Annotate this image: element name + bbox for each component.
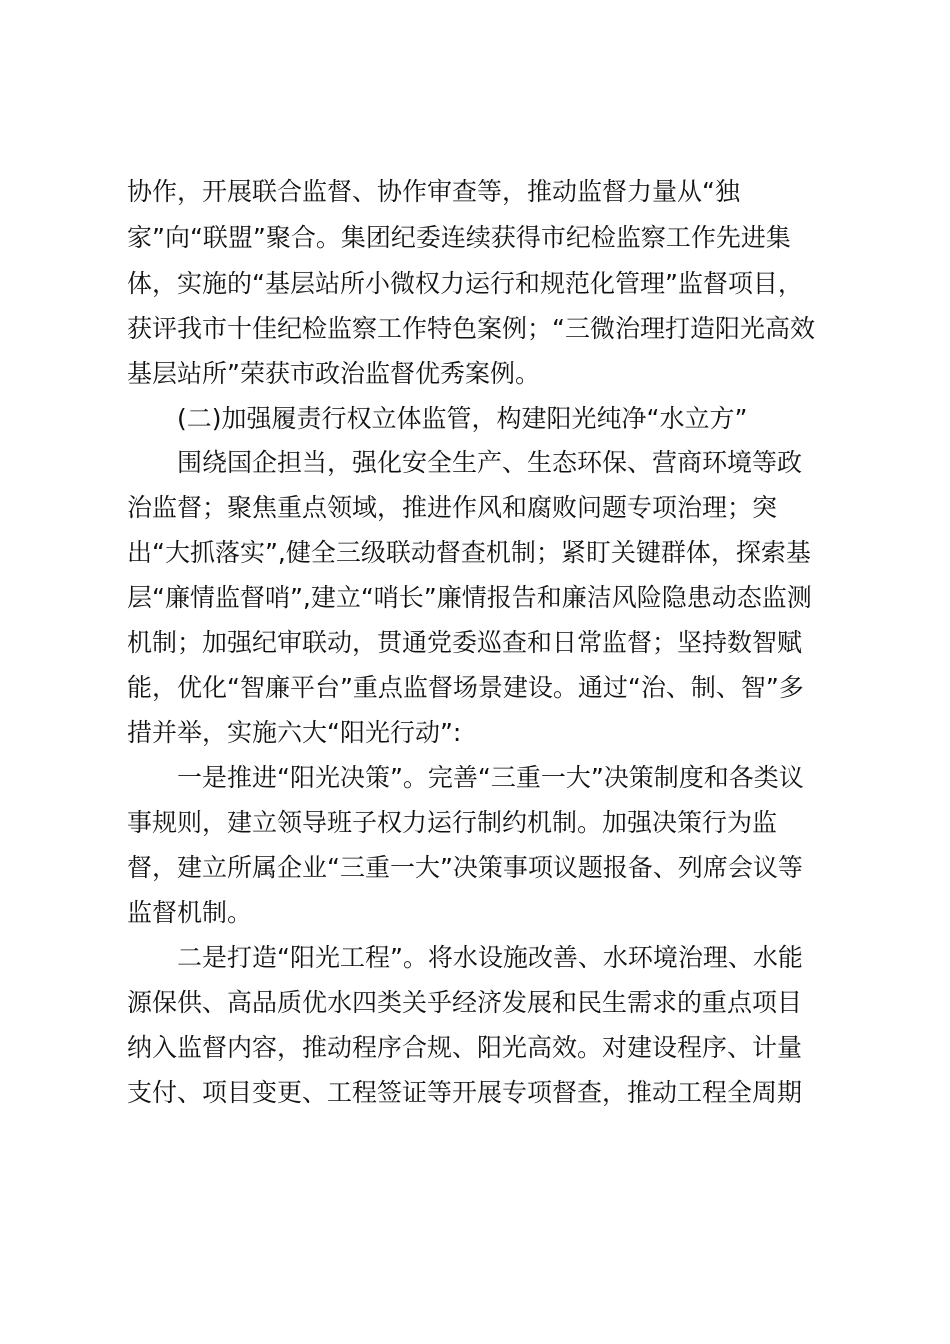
text-line: 出“大抓落实”,健全三级联动督查机制；紧盯关键群体，探索基 <box>127 538 811 567</box>
text-line: 获评我市十佳纪检监察工作特色案例；“三微治理打造阳光高效 <box>127 314 815 343</box>
text-line: 源保供、高品质优水四类关乎经济发展和民生需求的重点项目 <box>127 988 803 1017</box>
text-line: 治监督；聚焦重点领域，推进作风和腐败问题专项治理；突 <box>127 493 778 522</box>
text-line: 机制；加强纪审联动，贯通党委巡查和日常监督；坚持数智赋 <box>127 628 803 657</box>
text-line: 层“廉情监督哨”,建立“哨长”廉情报告和廉洁风险隐患动态监测 <box>127 583 812 612</box>
text-line: 体，实施的“基层站所小微权力运行和规范化管理”监督项目， <box>127 269 803 298</box>
text-line: 事规则，建立领导班子权力运行制约机制。加强决策行为监 <box>127 808 778 837</box>
paragraph-start: 围绕国企担当，强化安全生产、生态环保、营商环境等政 <box>177 448 803 477</box>
paragraph-start: 一是推进“阳光决策”。完善“三重一大”决策制度和各类议 <box>177 763 804 792</box>
text-line: 家”向“联盟”聚合。集团纪委连续获得市纪检监察工作先进集 <box>127 223 791 252</box>
text-line: 监督机制。 <box>127 898 253 927</box>
text-line: 督，建立所属企业“三重一大”决策事项议题报备、列席会议等 <box>127 853 803 882</box>
text-line: 能，优化“智廉平台”重点监督场景建设。通过“治、制、智”多 <box>127 673 804 702</box>
text-line: 措并举，实施六大“阳光行动”: <box>127 718 462 747</box>
text-line: 协作，开展联合监督、协作审查等，推动监督力量从“独 <box>127 177 740 206</box>
section-heading: (二)加强履责行权立体监管，构建阳光纯净“水立方” <box>177 404 748 433</box>
text-line: 基层站所”荣获市政治监督优秀案例。 <box>127 359 540 388</box>
paragraph-start: 二是打造“阳光工程”。将水设施改善、水环境治理、水能 <box>177 943 803 972</box>
text-line: 支付、项目变更、工程签证等开展专项督查，推动工程全周期 <box>127 1078 803 1107</box>
text-line: 纳入监督内容，推动程序合规、阳光高效。对建设程序、计量 <box>127 1033 803 1062</box>
